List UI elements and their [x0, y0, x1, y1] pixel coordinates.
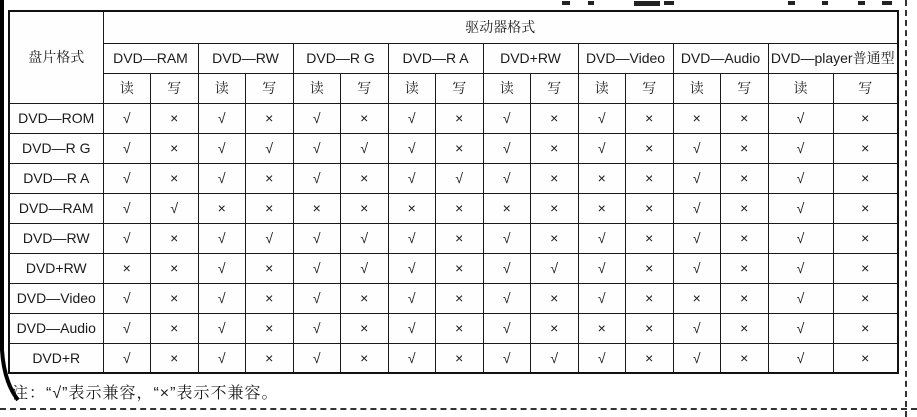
- incompatible-mark: ×: [103, 253, 151, 283]
- incompatible-mark: ×: [833, 283, 898, 313]
- incompatible-mark: ×: [246, 283, 294, 313]
- disc-format-row-label: DVD—RAM: [9, 193, 103, 223]
- compatible-mark: √: [483, 223, 531, 253]
- incompatible-mark: ×: [341, 283, 389, 313]
- write-column-header: 写: [246, 73, 294, 103]
- compatible-mark: √: [388, 313, 436, 343]
- compatible-mark: √: [673, 193, 721, 223]
- incompatible-mark: ×: [531, 283, 579, 313]
- compatible-mark: √: [246, 223, 294, 253]
- disc-format-row-label: DVD—RW: [9, 223, 103, 253]
- disc-format-row-label: DVD—Audio: [9, 313, 103, 343]
- table-row: [9, 163, 898, 193]
- table-row: [9, 223, 898, 253]
- incompatible-mark: ×: [531, 103, 579, 133]
- disc-format-row-label: DVD—R A: [9, 163, 103, 193]
- compatible-mark: √: [198, 253, 246, 283]
- compatible-mark: √: [198, 223, 246, 253]
- incompatible-mark: ×: [151, 133, 199, 163]
- compatible-mark: √: [768, 133, 833, 163]
- incompatible-mark: ×: [293, 193, 341, 223]
- compatible-mark: √: [198, 133, 246, 163]
- write-column-header: 写: [151, 73, 199, 103]
- compatible-mark: √: [293, 163, 341, 193]
- incompatible-mark: ×: [151, 223, 199, 253]
- table-row: [9, 103, 898, 133]
- compatible-mark: √: [103, 313, 151, 343]
- incompatible-mark: ×: [833, 343, 898, 373]
- incompatible-mark: ×: [436, 133, 484, 163]
- drive-group-header: DVD—RW: [198, 43, 293, 73]
- compatible-mark: √: [341, 253, 389, 283]
- compatible-mark: √: [483, 133, 531, 163]
- incompatible-mark: ×: [626, 193, 674, 223]
- compatible-mark: √: [483, 283, 531, 313]
- compatible-mark: √: [673, 163, 721, 193]
- incompatible-mark: ×: [246, 193, 294, 223]
- incompatible-mark: ×: [341, 103, 389, 133]
- table-row: [9, 283, 898, 313]
- compatible-mark: √: [293, 223, 341, 253]
- incompatible-mark: ×: [833, 103, 898, 133]
- drive-group-header: DVD—R G: [293, 43, 388, 73]
- incompatible-mark: ×: [721, 133, 769, 163]
- page-margin-right-dashed: [905, 0, 907, 417]
- compatible-mark: √: [151, 193, 199, 223]
- read-column-header: 读: [293, 73, 341, 103]
- incompatible-mark: ×: [833, 163, 898, 193]
- incompatible-mark: ×: [721, 253, 769, 283]
- compatible-mark: √: [293, 133, 341, 163]
- compatible-mark: √: [673, 223, 721, 253]
- compatible-mark: √: [293, 313, 341, 343]
- dvd-compatibility-table: [8, 10, 899, 374]
- drive-group-header: DVD—R A: [388, 43, 483, 73]
- incompatible-mark: ×: [198, 193, 246, 223]
- compatible-mark: √: [293, 253, 341, 283]
- incompatible-mark: ×: [151, 163, 199, 193]
- incompatible-mark: ×: [626, 343, 674, 373]
- incompatible-mark: ×: [483, 193, 531, 223]
- compatible-mark: √: [341, 223, 389, 253]
- incompatible-mark: ×: [626, 133, 674, 163]
- incompatible-mark: ×: [626, 223, 674, 253]
- compatible-mark: √: [293, 343, 341, 373]
- read-column-header: 读: [578, 73, 626, 103]
- disc-format-row-label: DVD—Video: [9, 283, 103, 313]
- incompatible-mark: ×: [531, 193, 579, 223]
- incompatible-mark: ×: [531, 313, 579, 343]
- disc-format-row-label: DVD+RW: [9, 253, 103, 283]
- drive-group-header: DVD—RAM: [103, 43, 198, 73]
- incompatible-mark: ×: [436, 283, 484, 313]
- incompatible-mark: ×: [341, 313, 389, 343]
- compatible-mark: √: [768, 223, 833, 253]
- compatible-mark: √: [388, 103, 436, 133]
- compatible-mark: √: [768, 163, 833, 193]
- read-column-header: 读: [388, 73, 436, 103]
- incompatible-mark: ×: [626, 253, 674, 283]
- incompatible-mark: ×: [673, 283, 721, 313]
- compatible-mark: √: [768, 313, 833, 343]
- compatible-mark: √: [673, 343, 721, 373]
- incompatible-mark: ×: [151, 283, 199, 313]
- compatible-mark: √: [768, 253, 833, 283]
- incompatible-mark: ×: [341, 193, 389, 223]
- incompatible-mark: ×: [721, 313, 769, 343]
- compatible-mark: √: [103, 343, 151, 373]
- compatible-mark: √: [578, 283, 626, 313]
- incompatible-mark: ×: [436, 103, 484, 133]
- incompatible-mark: ×: [436, 193, 484, 223]
- incompatible-mark: ×: [626, 103, 674, 133]
- compatible-mark: √: [436, 163, 484, 193]
- incompatible-mark: ×: [151, 343, 199, 373]
- disc-format-row-label: DVD+R: [9, 343, 103, 373]
- incompatible-mark: ×: [578, 163, 626, 193]
- page-edge-curve: [0, 0, 22, 417]
- incompatible-mark: ×: [436, 223, 484, 253]
- incompatible-mark: ×: [151, 313, 199, 343]
- incompatible-mark: ×: [578, 313, 626, 343]
- compatible-mark: √: [103, 133, 151, 163]
- compatible-mark: √: [483, 313, 531, 343]
- compatible-mark: √: [388, 223, 436, 253]
- drive-group-header: DVD—Audio: [673, 43, 768, 73]
- compatible-mark: √: [103, 283, 151, 313]
- compatible-mark: √: [483, 253, 531, 283]
- incompatible-mark: ×: [721, 163, 769, 193]
- compatible-mark: √: [103, 193, 151, 223]
- table-row: [9, 343, 898, 373]
- disc-format-row-label: DVD—ROM: [9, 103, 103, 133]
- compatible-mark: √: [531, 253, 579, 283]
- incompatible-mark: ×: [833, 133, 898, 163]
- compatible-mark: √: [483, 343, 531, 373]
- compatible-mark: √: [198, 283, 246, 313]
- compatible-mark: √: [578, 253, 626, 283]
- compatible-mark: √: [388, 133, 436, 163]
- compatible-mark: √: [483, 163, 531, 193]
- incompatible-mark: ×: [531, 163, 579, 193]
- read-column-header: 读: [768, 73, 833, 103]
- compatible-mark: √: [341, 133, 389, 163]
- read-column-header: 读: [483, 73, 531, 103]
- incompatible-mark: ×: [578, 193, 626, 223]
- table-row: [9, 253, 898, 283]
- incompatible-mark: ×: [436, 253, 484, 283]
- compatible-mark: √: [483, 103, 531, 133]
- read-column-header: 读: [198, 73, 246, 103]
- write-column-header: 写: [833, 73, 898, 103]
- incompatible-mark: ×: [673, 103, 721, 133]
- incompatible-mark: ×: [626, 163, 674, 193]
- drive-group-header: DVD—player普通型: [768, 43, 898, 73]
- incompatible-mark: ×: [833, 313, 898, 343]
- incompatible-mark: ×: [246, 253, 294, 283]
- compatible-mark: √: [103, 223, 151, 253]
- drive-group-header: DVD—Video: [578, 43, 673, 73]
- incompatible-mark: ×: [626, 283, 674, 313]
- incompatible-mark: ×: [833, 223, 898, 253]
- compatible-mark: √: [578, 343, 626, 373]
- compatible-mark: √: [388, 163, 436, 193]
- compatible-mark: √: [246, 133, 294, 163]
- compatible-mark: √: [293, 103, 341, 133]
- incompatible-mark: ×: [246, 103, 294, 133]
- compatible-mark: √: [673, 313, 721, 343]
- incompatible-mark: ×: [721, 283, 769, 313]
- compatible-mark: √: [103, 103, 151, 133]
- incompatible-mark: ×: [436, 313, 484, 343]
- incompatible-mark: ×: [436, 343, 484, 373]
- compatible-mark: √: [293, 283, 341, 313]
- compatible-mark: √: [388, 283, 436, 313]
- legend-note: 注：“√”表示兼容，“×”表示不兼容。: [12, 385, 279, 402]
- incompatible-mark: ×: [531, 223, 579, 253]
- drive-format-header: 驱动器格式: [103, 11, 898, 43]
- incompatible-mark: ×: [721, 343, 769, 373]
- incompatible-mark: ×: [833, 193, 898, 223]
- write-column-header: 写: [436, 73, 484, 103]
- compatible-mark: √: [768, 103, 833, 133]
- compatible-mark: √: [578, 133, 626, 163]
- incompatible-mark: ×: [341, 163, 389, 193]
- compatible-mark: √: [578, 103, 626, 133]
- read-column-header: 读: [103, 73, 151, 103]
- write-column-header: 写: [341, 73, 389, 103]
- compatible-mark: √: [673, 253, 721, 283]
- table-row: [9, 313, 898, 343]
- incompatible-mark: ×: [721, 223, 769, 253]
- write-column-header: 写: [531, 73, 579, 103]
- incompatible-mark: ×: [341, 343, 389, 373]
- incompatible-mark: ×: [626, 313, 674, 343]
- compatible-mark: √: [768, 193, 833, 223]
- read-column-header: 读: [673, 73, 721, 103]
- compatible-mark: √: [578, 223, 626, 253]
- compatible-mark: √: [768, 343, 833, 373]
- incompatible-mark: ×: [151, 103, 199, 133]
- compatible-mark: √: [768, 283, 833, 313]
- page-margin-bottom-dashed: [0, 408, 917, 410]
- write-column-header: 写: [721, 73, 769, 103]
- incompatible-mark: ×: [531, 133, 579, 163]
- incompatible-mark: ×: [151, 253, 199, 283]
- table-row: [9, 133, 898, 163]
- compatible-mark: √: [103, 163, 151, 193]
- incompatible-mark: ×: [833, 253, 898, 283]
- incompatible-mark: ×: [246, 313, 294, 343]
- write-column-header: 写: [626, 73, 674, 103]
- incompatible-mark: ×: [246, 163, 294, 193]
- compatible-mark: √: [198, 163, 246, 193]
- compatible-mark: √: [198, 103, 246, 133]
- compatible-mark: √: [388, 253, 436, 283]
- compatible-mark: √: [673, 133, 721, 163]
- compatible-mark: √: [388, 343, 436, 373]
- incompatible-mark: ×: [246, 343, 294, 373]
- incompatible-mark: ×: [721, 193, 769, 223]
- drive-group-header: DVD+RW: [483, 43, 578, 73]
- incompatible-mark: ×: [388, 193, 436, 223]
- disc-format-corner-label: 盘片格式: [9, 11, 103, 103]
- disc-format-row-label: DVD—R G: [9, 133, 103, 163]
- compatible-mark: √: [198, 343, 246, 373]
- incompatible-mark: ×: [721, 103, 769, 133]
- table-row: [9, 193, 898, 223]
- compatible-mark: √: [531, 343, 579, 373]
- compatible-mark: √: [198, 313, 246, 343]
